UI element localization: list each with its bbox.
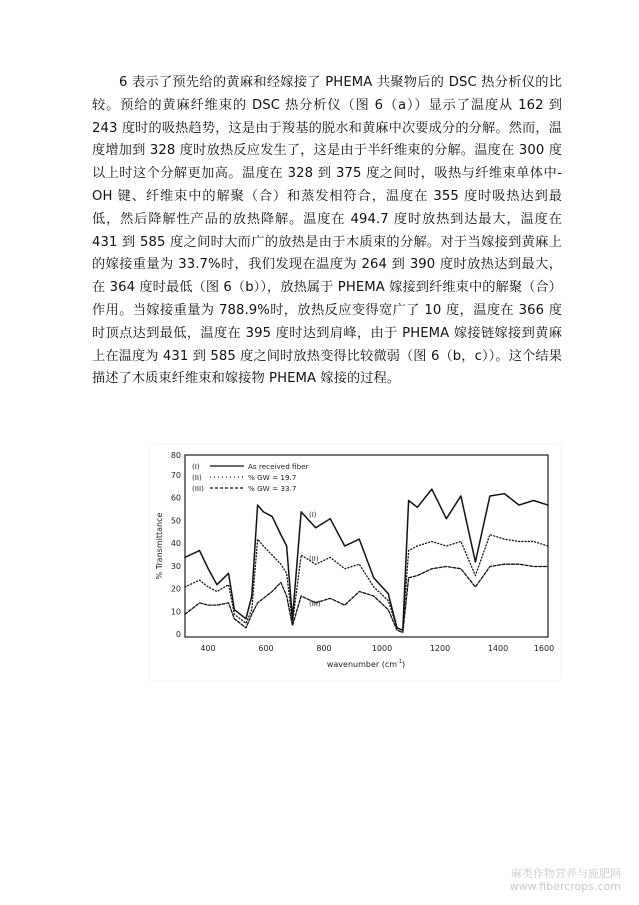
y-tick-label: 70 (170, 470, 181, 480)
y-axis-label: % Transmittance (155, 512, 164, 580)
y-tick-label: 30 (170, 561, 181, 571)
ftir-chart-svg (150, 445, 560, 680)
y-tick-label: 0 (175, 630, 181, 639)
y-axis-ticks (171, 451, 181, 639)
x-axis-label-main: wavenumber (cm (326, 660, 398, 669)
x-tick-label: 400 (200, 644, 216, 653)
legend-label: % GW = 19.7 (248, 473, 297, 482)
legend-label: As received fiber (248, 462, 309, 471)
x-axis-label (327, 659, 405, 669)
y-tick-label: 40 (170, 539, 181, 548)
watermark-line-1: 麻类作物营养与施肥网 (511, 867, 621, 880)
curve-label-iii: (III) (309, 600, 321, 608)
x-tick-label: 800 (316, 644, 332, 653)
x-axis-label-close: ) (402, 660, 406, 669)
y-tick-label: 60 (170, 493, 181, 503)
y-tick-label: 10 (170, 607, 181, 617)
x-axis-label-superscript: -1 (397, 659, 403, 665)
legend-marker: (II) (192, 473, 202, 482)
y-tick-label: 20 (170, 584, 181, 594)
legend-marker: (III) (192, 484, 204, 493)
site-watermark (510, 867, 621, 893)
x-tick-label: 1400 (487, 644, 509, 653)
figure-6-ftir-chart (150, 445, 560, 680)
x-tick-label: 1000 (371, 644, 393, 653)
body-paragraph: 6 表示了预先给的黄麻和经嫁接了 PHEMA 共聚物后的 DSC 热分析仪的比较。预给的黄麻纤维束的 DSC 热分析仪（图 6（a））显示了温度从 162 到 243 度时的吸热趋势，这是由于羧基的脱水和黄麻中次要成分的分解。然而，温度增加到 328 度时放热反应发生了，这是由于半纤维束的分解。温度在 300 度以上时这个分解更加高。温度在 328 到 375 度之间时，吸热与纤维束单体中-OH 键、纤维束中的解聚（合）和蒸发相符合，温度在 355 度时吸热达到最低，然后降解性产品的放热降解。温度在 494.7 度时放热到达最大，温度在 431 到 585 度之间时大而广的放热是由于木质束的分解。对于当嫁接到黄麻上的嫁接重量为 33.7%时，我们发现在温度为 264 到 390 度时放热达到最大，在 364 度时最低（图 6（b）），放热属于 PHEMA 嫁接到纤维束中的解聚（合）作用。当嫁接重量为 788.9%时，放热反应变得宽广了 10 度，温度在 366 度时顶点达到最低，温度在 395 度时达到肩峰，由于 PHEMA 嫁接链嫁接到黄麻上在温度为 431 到 585 度之间时放热变得比较微弱（图 6（b，c））。这个结果描述了木质束纤维束和嫁接物 PHEMA 嫁接的过程。 (92, 75, 562, 387)
y-tick-label: 80 (170, 451, 181, 460)
x-tick-label: 1200 (429, 644, 451, 653)
curve-label-i: (I) (309, 511, 317, 519)
x-tick-label: 1600 (533, 644, 555, 653)
x-tick-label: 600 (258, 644, 274, 653)
curve-label-ii: (II) (309, 555, 319, 563)
watermark-line-2: www.fibercrops.com (509, 880, 621, 893)
legend-label: % GW = 33.7 (248, 484, 297, 493)
legend-marker: (I) (192, 462, 200, 471)
y-tick-label: 50 (170, 516, 181, 526)
